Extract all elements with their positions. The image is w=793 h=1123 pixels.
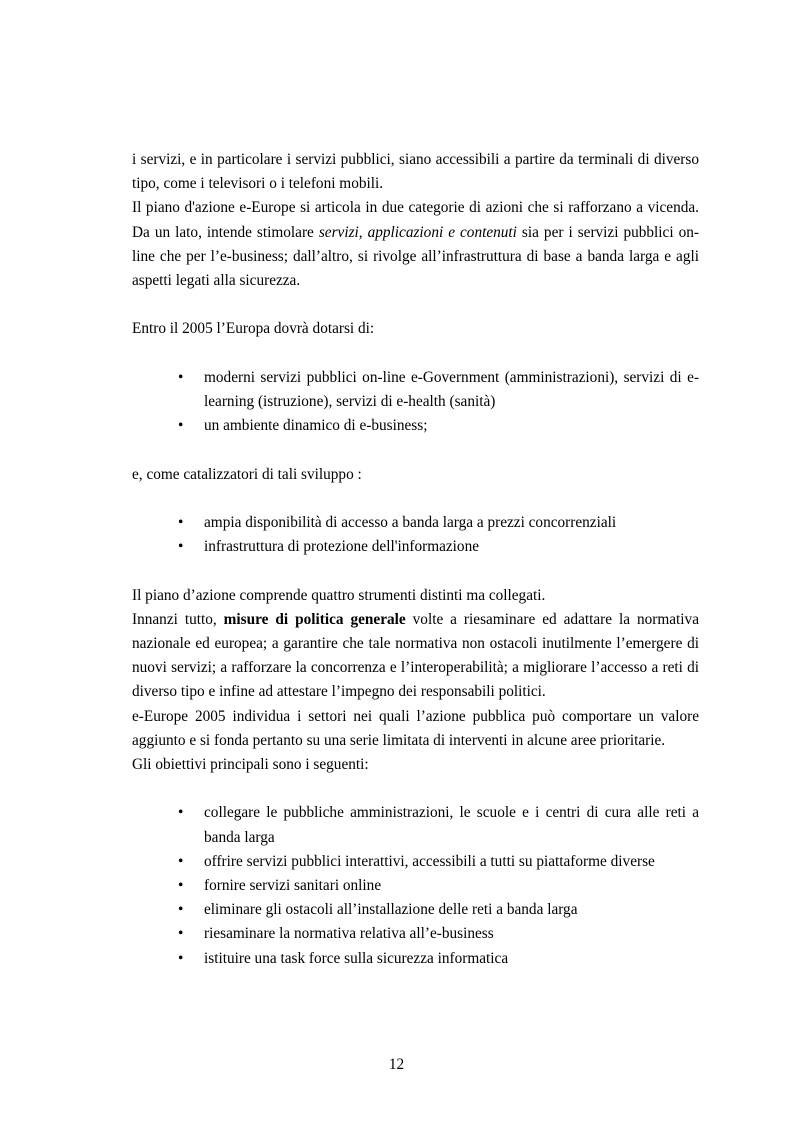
list-item: • un ambiente dinamico di e-business; (132, 414, 699, 438)
intro-catalysts: e, come catalizzatori di tali sviluppo : (132, 465, 362, 483)
paragraph-eeurope-2005: e-Europe 2005 individua i settori nei quali l’azione pubblica può comportare un valore aggiunto e si fonda pertanto su una serie limitata di interventi in alcune aree prioritarie. (132, 707, 699, 749)
bullet-icon: • (178, 417, 184, 435)
paragraph-objectives: Gli obiettivi principali sono i seguenti: (132, 756, 369, 773)
bullet-list-catalysts (132, 511, 699, 559)
bullet-icon: • (178, 538, 184, 556)
bullet-list-goals (132, 366, 699, 439)
bullet-icon: • (178, 804, 184, 822)
intro-2005: Entro il 2005 l’Europa dovrà dotarsi di: (132, 320, 375, 338)
list-item: • moderni servizi pubblici on-line e-Government (amministrazioni), servizi di e-learning (istruzione), servizi di e-health (sanità) (132, 366, 699, 414)
list-item: • offrire servizi pubblici interattivi, accessibili a tutti su piattaforme diverse (132, 850, 699, 874)
italic-phrase: servizi, applicazioni e contenuti (318, 223, 517, 241)
text-run: sia per i servizi pubblici on-line che per l’e-business; dall’altro, si rivolge all’infrastruttura di base a banda larga e agli aspetti legati alla sicurezza. (132, 223, 699, 290)
page-number: 12 (388, 1056, 405, 1073)
paragraph-instruments: Il piano d’azione comprende quattro strumenti distinti ma collegati. (132, 586, 546, 604)
bullet-icon: • (178, 901, 184, 919)
list-item: • istituire una task force sulla sicurezza informatica (132, 947, 699, 971)
list-item: • fornire servizi sanitari online (132, 874, 699, 898)
bullet-icon: • (178, 877, 184, 894)
list-item: • eliminare gli ostacoli all’installazione delle reti a banda larga (132, 898, 699, 922)
text-run: volte a riesaminare ed adattare la normativa nazionale ed europea; a garantire che tale normativa non ostacoli inutilmente l’emergere di nuovi servizi; a rafforzare la concorrenza e l’interoperabilità; a migliorare l’accesso a reti di diverso tipo e infine ad attestare l’impegno dei responsabili politici. (132, 610, 699, 701)
list-item: • ampia disponibilità di accesso a banda larga a prezzi concorrenziali (132, 511, 699, 535)
bullet-list-objectives (132, 801, 699, 970)
list-item: • collegare le pubbliche amministrazioni, le scuole e i centri di cura alle reti a banda larga (132, 801, 699, 849)
bold-phrase: misure di politica generale (223, 610, 406, 628)
bullet-icon: • (178, 925, 184, 943)
paragraph-policy (132, 608, 699, 705)
bullet-icon: • (178, 949, 184, 967)
bullet-icon: • (178, 513, 184, 531)
text-run: Il piano d'azione e-Europe si articola in due categorie di azioni che si rafforzano a vicenda. Da un lato, intende stimolare (132, 199, 699, 241)
bullet-icon: • (178, 852, 184, 870)
paragraph-services: i servizi, e in particolare i servizi pubblici, siano accessibili a partire da terminali di diverso tipo, come i televisori o i telefoni mobili. (132, 151, 699, 193)
bullet-icon: • (178, 368, 184, 386)
list-item: • infrastruttura di protezione dell'informazione (132, 535, 699, 559)
paragraph-action-plan (132, 196, 699, 293)
text-run: Innanzi tutto, (132, 610, 224, 628)
page-body (132, 148, 699, 971)
list-item: • riesaminare la normativa relativa all’e-business (132, 922, 699, 946)
